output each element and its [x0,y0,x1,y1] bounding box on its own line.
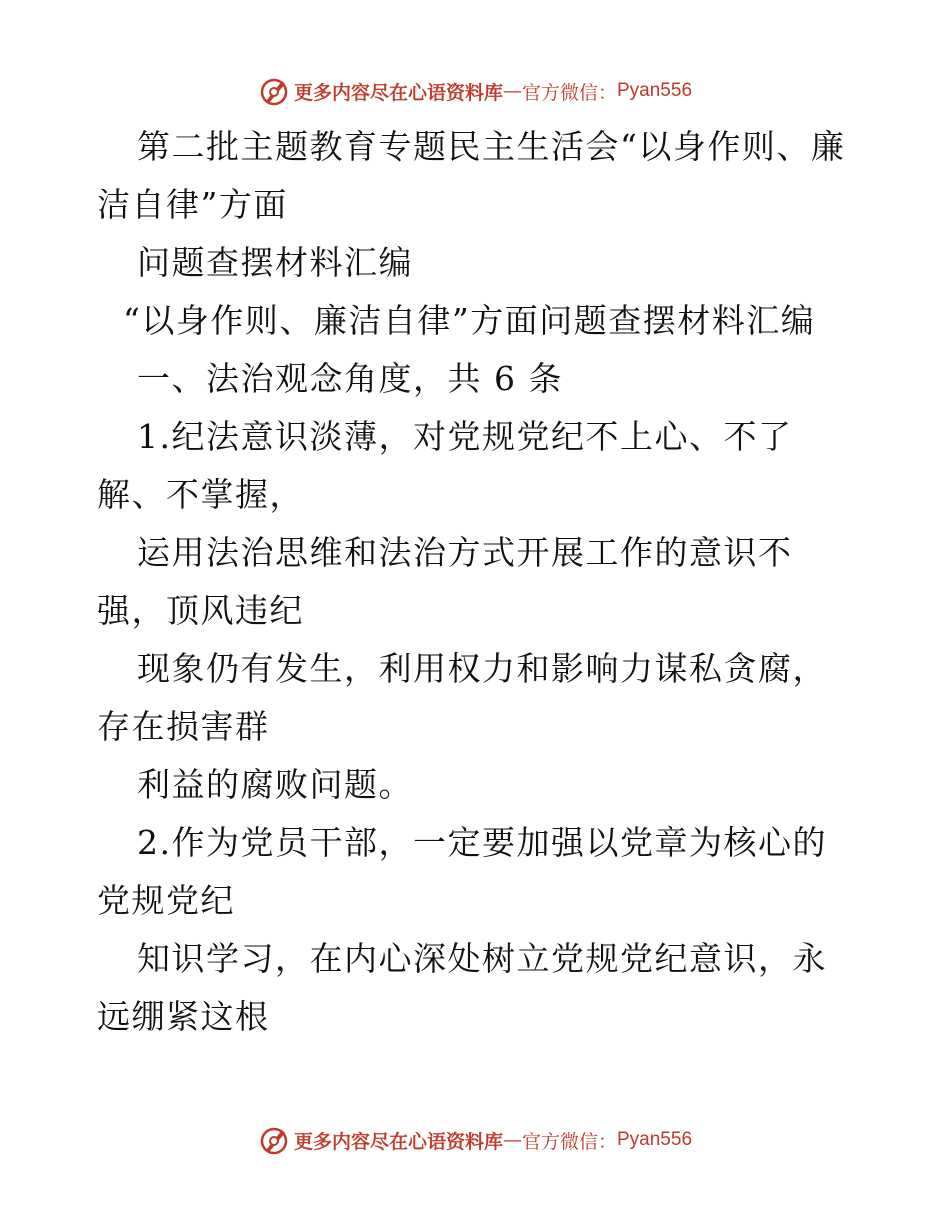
paragraph: 知识学习，在内心深处树立党规党纪意识，永远绷紧这根 [97,939,827,1036]
watermark-dash: — [502,80,522,102]
document-body [97,118,857,1046]
watermark-header [0,71,950,111]
watermark-brand: 更多内容尽在心语资料库 [293,81,503,104]
document-title: 第二批主题教育专题民主生活会“以身作则、廉洁自律”方面 [97,127,846,224]
paragraph: 1.纪法意识淡薄，对党规党纪不上心、不了解、不掌握， [97,417,793,514]
document-subtitle: 问题查摆材料汇编 [137,243,413,282]
quill-logo-icon [258,1124,290,1156]
watermark-dash: — [502,1129,522,1151]
watermark-brand: 更多内容尽在心语资料库 [293,1130,503,1153]
watermark-id: Pyan556 [617,1129,693,1150]
paragraph: 利益的腐败问题。 [137,765,413,804]
document-heading: “以身作则、廉洁自律”方面问题查摆材料汇编 [123,301,816,340]
watermark-id: Pyan556 [617,80,693,101]
watermark-label: 官方微信： [521,81,617,104]
paragraph: 2.作为党员干部，一定要加强以党章为核心的党规党纪 [97,823,827,920]
paragraph: 运用法治思维和法治方式开展工作的意识不强，顶风违纪 [97,533,793,630]
paragraph: 现象仍有发生，利用权力和影响力谋私贪腐，存在损害群 [97,649,827,746]
quill-logo-icon [258,75,290,107]
watermark-footer [0,1120,950,1160]
section-heading: 一、法治观念角度，共 6 条 [137,359,563,398]
watermark-label: 官方微信： [521,1130,617,1153]
